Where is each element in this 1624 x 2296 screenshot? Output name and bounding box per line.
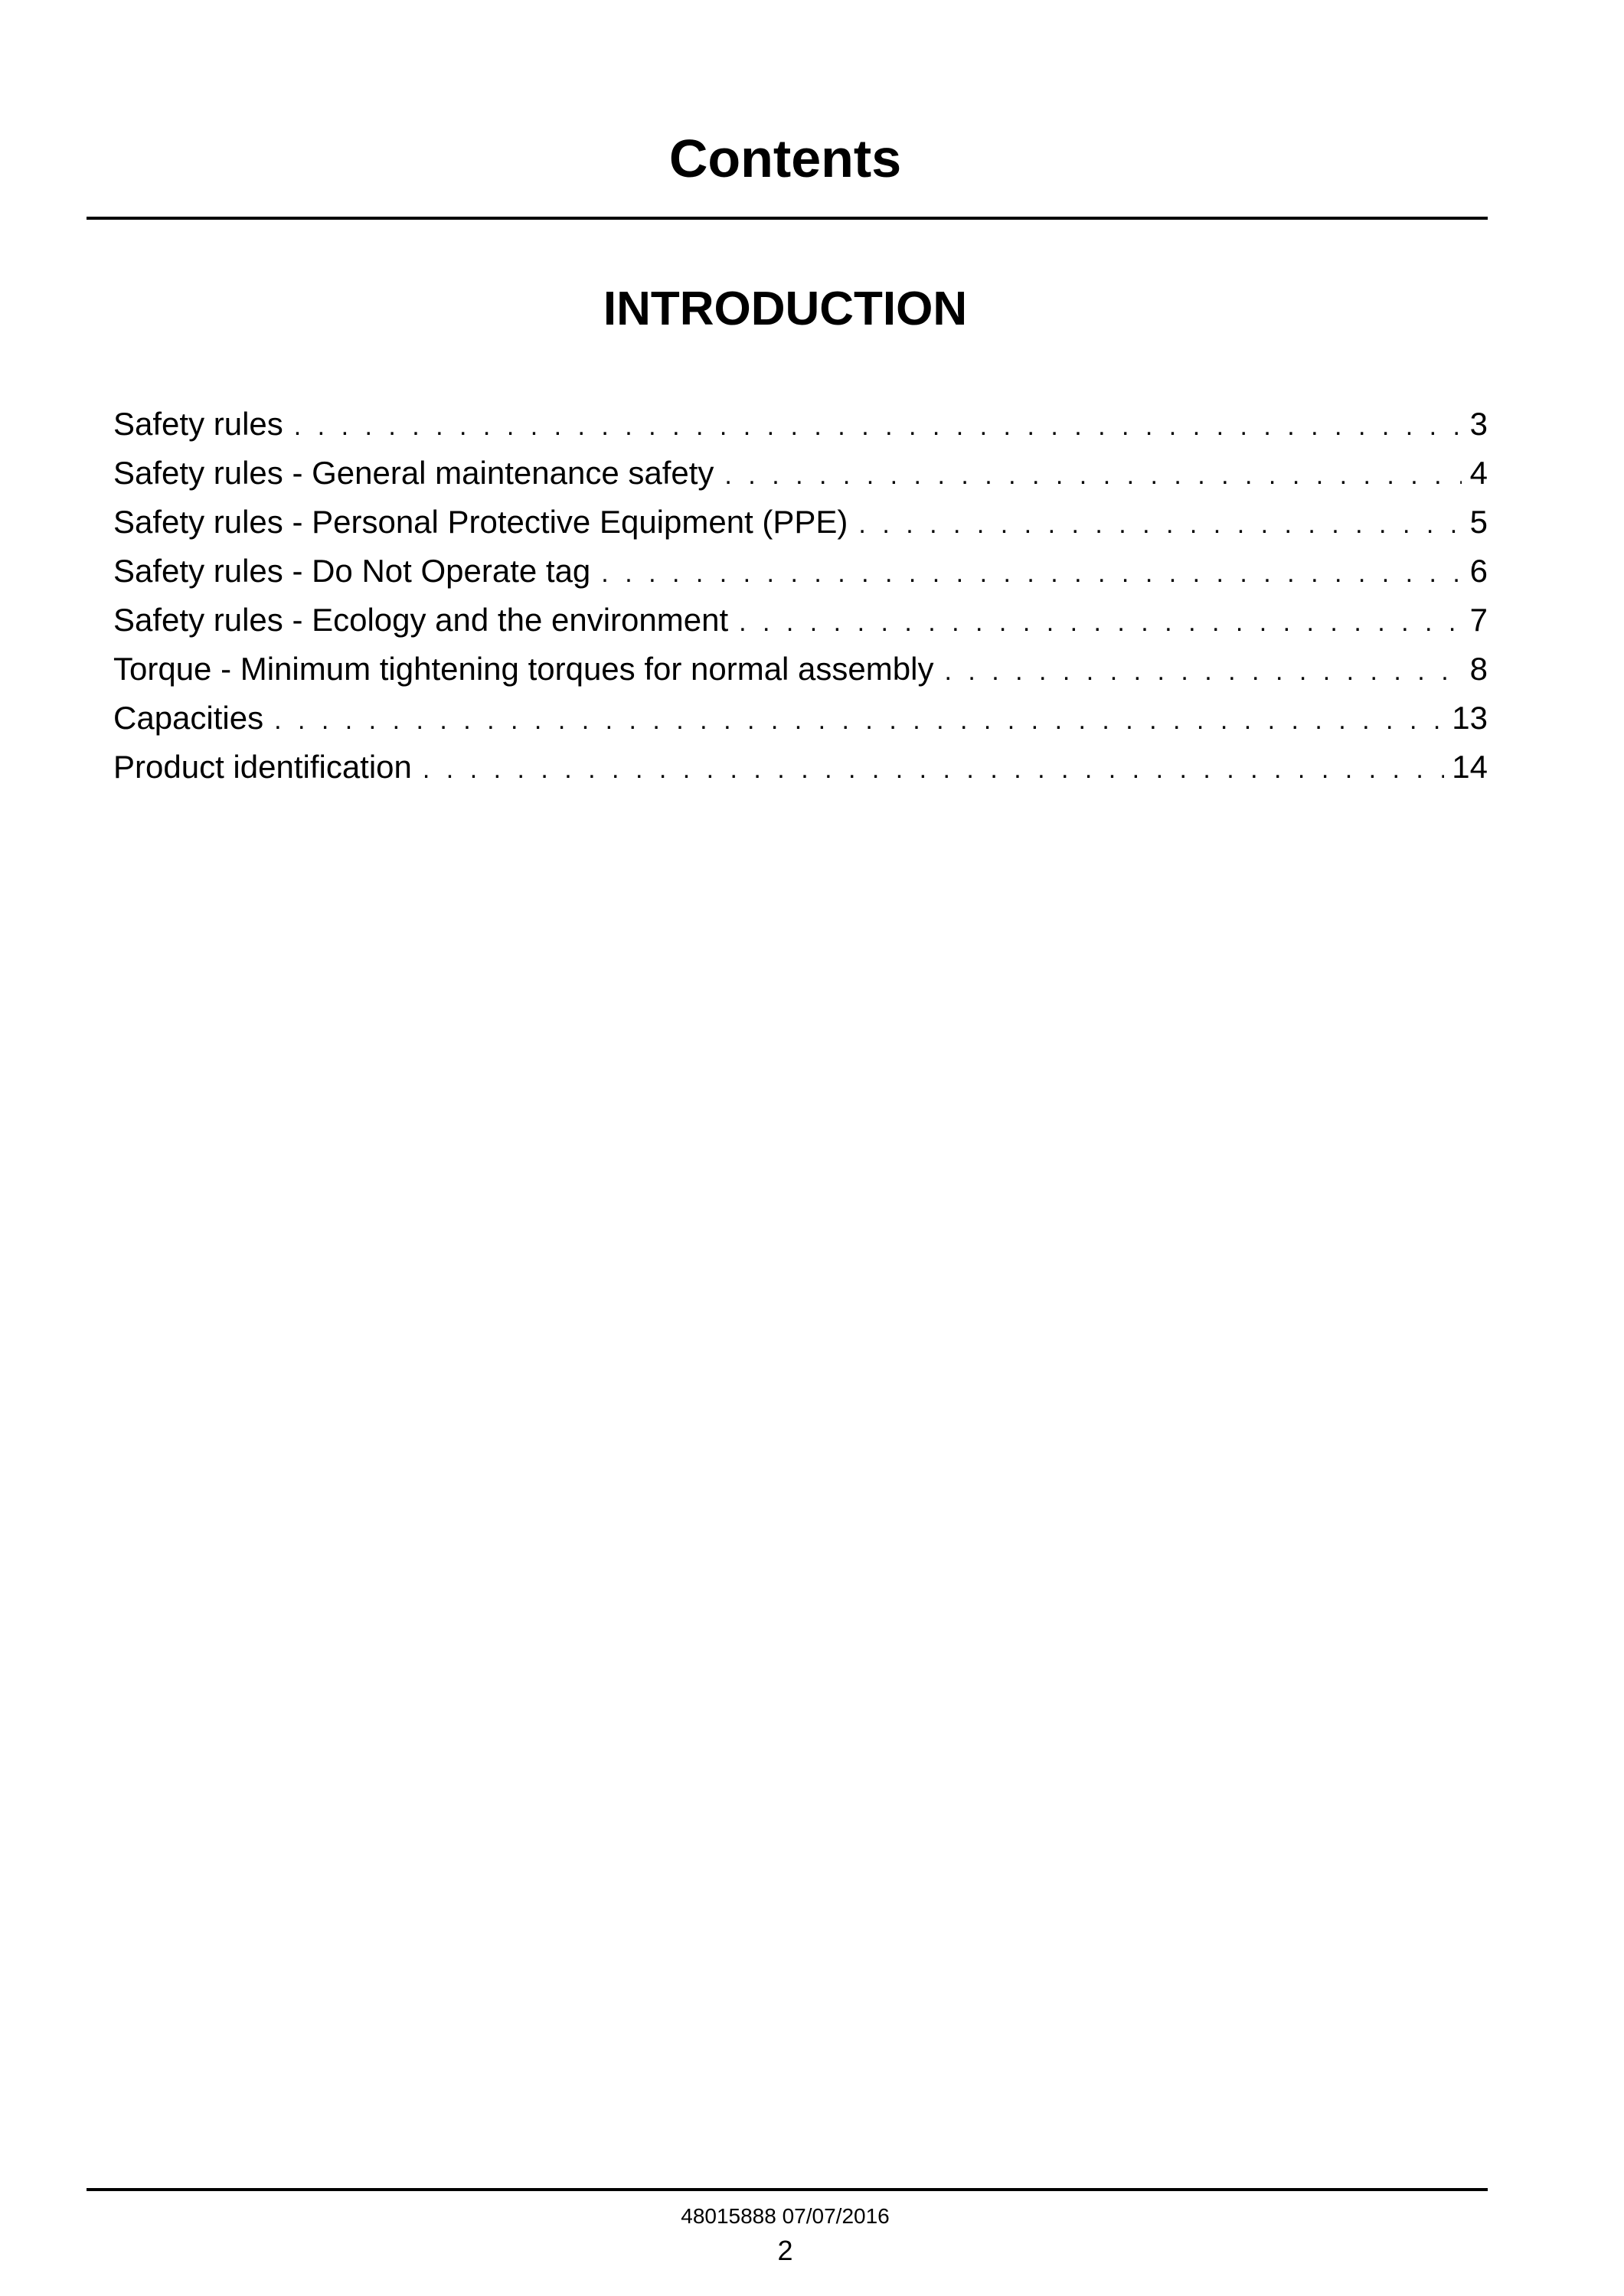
toc-entry-title[interactable]: Safety rules - General maintenance safety [113, 455, 714, 491]
toc-dot-leader [858, 500, 1462, 549]
table-of-contents [113, 400, 1488, 792]
page-title: Contents [668, 129, 902, 188]
toc-entry-page[interactable]: 8 [1469, 651, 1488, 687]
toc-entry-page[interactable]: 5 [1469, 504, 1488, 540]
toc-entry-page[interactable]: 4 [1469, 455, 1488, 491]
toc-entry[interactable] [113, 596, 1488, 645]
toc-entry-page[interactable]: 7 [1469, 602, 1488, 638]
section-heading: INTRODUCTION [603, 283, 968, 335]
toc-entry-page[interactable]: 6 [1469, 553, 1488, 589]
toc-entry-title[interactable]: Product identification [113, 749, 412, 785]
toc-dot-leader [724, 451, 1462, 500]
toc-dot-leader [601, 549, 1462, 598]
toc-entry[interactable] [113, 645, 1488, 694]
toc-entry-title[interactable]: Capacities [113, 700, 264, 736]
toc-entry-title[interactable]: Safety rules - Ecology and the environment [113, 602, 729, 638]
toc-dot-leader [423, 745, 1444, 794]
toc-entry[interactable] [113, 694, 1488, 743]
footer-document-code: 48015888 07/07/2016 [681, 2204, 890, 2228]
toc-entry[interactable] [113, 498, 1488, 547]
footer-divider [87, 2188, 1488, 2191]
toc-entry[interactable] [113, 547, 1488, 596]
toc-dot-leader [944, 647, 1462, 696]
toc-entry-title[interactable]: Torque - Minimum tightening torques for normal assembly [113, 651, 934, 687]
toc-dot-leader [274, 696, 1444, 745]
toc-dot-leader [739, 598, 1462, 647]
toc-entry-page[interactable]: 3 [1469, 406, 1488, 442]
toc-entry-title[interactable]: Safety rules - Personal Protective Equipment (PPE) [113, 504, 848, 540]
toc-entry-title[interactable]: Safety rules [113, 406, 283, 442]
toc-entry[interactable] [113, 449, 1488, 498]
toc-entry-title[interactable]: Safety rules - Do Not Operate tag [113, 553, 591, 589]
toc-dot-leader [294, 402, 1462, 451]
toc-entry[interactable] [113, 743, 1488, 792]
toc-entry-page[interactable]: 14 [1452, 749, 1488, 785]
toc-entry-page[interactable]: 13 [1452, 700, 1488, 736]
footer-page-number: 2 [777, 2235, 793, 2266]
toc-entry[interactable] [113, 400, 1488, 449]
header-divider [87, 217, 1488, 220]
